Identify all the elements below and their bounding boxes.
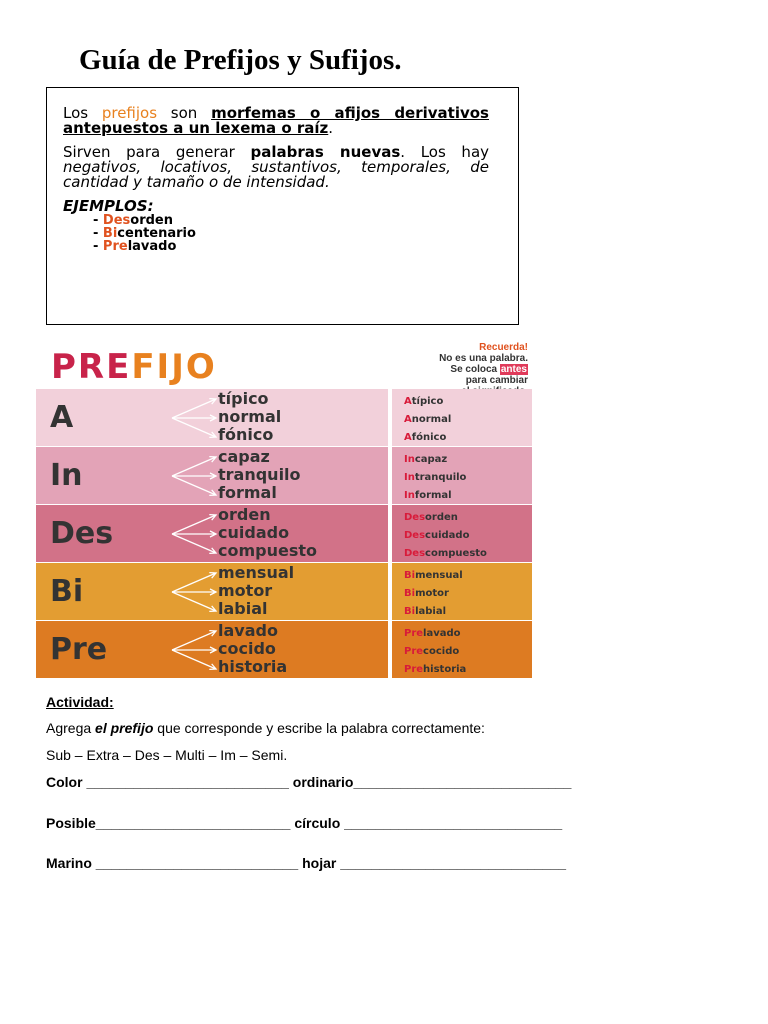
infographic-heading bbox=[51, 347, 217, 387]
base-word: normal bbox=[218, 407, 282, 426]
result-rest: capaz bbox=[414, 454, 448, 465]
result-words bbox=[404, 509, 487, 563]
result-prefix: Pre bbox=[404, 628, 424, 639]
result-word bbox=[404, 545, 487, 563]
def-underlined-text: morfemas o afijos derivativos antepuestos a un lexema o raíz bbox=[63, 104, 489, 137]
def-text: son bbox=[157, 104, 212, 122]
arrow-icon bbox=[164, 393, 222, 443]
arrow-icon bbox=[164, 509, 222, 559]
result-word bbox=[404, 661, 466, 679]
definition-text bbox=[63, 106, 489, 253]
examples-title: EJEMPLOS: bbox=[63, 197, 154, 215]
activity-title: Actividad: bbox=[46, 694, 114, 710]
result-word bbox=[404, 393, 451, 411]
definition-paragraph-2 bbox=[63, 145, 489, 190]
definition-paragraph-1 bbox=[63, 106, 489, 136]
prefix-row bbox=[36, 389, 532, 446]
result-words bbox=[404, 625, 466, 679]
exercise-word: ordinario bbox=[292, 774, 354, 790]
result-prefix: In bbox=[404, 454, 415, 465]
result-word bbox=[404, 509, 487, 527]
base-word: historia bbox=[218, 657, 288, 676]
result-prefix: Des bbox=[404, 512, 426, 523]
def-text: . Los hay bbox=[400, 143, 490, 161]
reminder-text: Se coloca bbox=[450, 364, 500, 375]
example-prefix: Pre bbox=[102, 239, 128, 254]
base-word: fónico bbox=[218, 425, 274, 444]
prefix-row-left bbox=[36, 389, 388, 446]
activity-instructions bbox=[46, 718, 485, 738]
prefix-label: In bbox=[50, 458, 83, 493]
exercise-word: círculo bbox=[294, 815, 341, 831]
result-rest: tranquilo bbox=[414, 472, 467, 483]
result-prefix: Bi bbox=[404, 588, 416, 599]
activity-section bbox=[46, 692, 114, 712]
exercise-word: Posible bbox=[46, 815, 96, 831]
result-rest: cocido bbox=[423, 646, 460, 657]
result-prefix: Bi bbox=[404, 606, 416, 617]
def-keyword-prefijos: prefijos bbox=[101, 104, 158, 122]
prefix-row-left bbox=[36, 563, 388, 620]
result-prefix: Pre bbox=[404, 646, 424, 657]
base-word: cuidado bbox=[218, 523, 290, 542]
prefix-row-left bbox=[36, 621, 388, 678]
prefix-row bbox=[36, 563, 532, 620]
prefix-row-right bbox=[392, 505, 532, 562]
arrow-line bbox=[172, 418, 216, 437]
base-words bbox=[218, 506, 317, 560]
exercise-line-3 bbox=[46, 853, 566, 873]
heading-fijo: FIJO bbox=[131, 347, 217, 387]
prefix-label: A bbox=[50, 400, 74, 435]
example-rest: centenario bbox=[117, 226, 196, 241]
prefix-row-right bbox=[392, 563, 532, 620]
result-rest: lavado bbox=[423, 628, 461, 639]
result-word bbox=[404, 411, 451, 429]
result-prefix: A bbox=[404, 432, 412, 443]
base-word: típico bbox=[218, 389, 269, 408]
prefix-label: Des bbox=[50, 516, 114, 551]
result-word bbox=[404, 451, 466, 469]
base-word: compuesto bbox=[218, 541, 318, 560]
base-word: motor bbox=[218, 581, 273, 600]
prefix-row bbox=[36, 505, 532, 562]
base-word: lavado bbox=[218, 621, 278, 640]
result-words bbox=[404, 567, 463, 621]
prefix-row-left bbox=[36, 447, 388, 504]
arrow-line bbox=[172, 650, 216, 669]
example-rest: orden bbox=[130, 213, 174, 228]
prefix-label: Bi bbox=[50, 574, 84, 609]
reminder-title: Recuerda! bbox=[479, 342, 528, 353]
exercise-line-1 bbox=[46, 772, 571, 792]
result-prefix: In bbox=[404, 472, 415, 483]
base-word: formal bbox=[218, 483, 277, 502]
exercise-word: hojar bbox=[302, 855, 337, 871]
result-rest: normal bbox=[411, 414, 452, 425]
result-prefix: Des bbox=[404, 530, 426, 541]
prefix-row-right bbox=[392, 621, 532, 678]
def-italic-text: negativos, locativos, sustantivos, temporales, de cantidad y tamaño o de intensidad. bbox=[63, 158, 489, 191]
reminder-highlight: antes bbox=[500, 364, 527, 375]
base-word: capaz bbox=[218, 447, 270, 466]
arrow-line bbox=[172, 457, 216, 476]
page-title: Guía de Prefijos y Sufijos. bbox=[79, 44, 402, 76]
example-rest: lavado bbox=[127, 239, 177, 254]
result-word bbox=[404, 429, 451, 447]
examples-list bbox=[63, 214, 489, 253]
arrow-line bbox=[172, 631, 216, 650]
result-prefix: Pre bbox=[404, 664, 424, 675]
result-rest: labial bbox=[415, 606, 446, 617]
exercise-blank[interactable]: _____________________________ bbox=[336, 855, 567, 871]
example-item bbox=[93, 240, 489, 253]
exercise-blank[interactable]: _________________________ bbox=[95, 815, 295, 831]
prefix-row-left bbox=[36, 505, 388, 562]
result-rest: compuesto bbox=[425, 548, 487, 559]
base-words bbox=[218, 390, 281, 444]
result-rest: orden bbox=[425, 512, 458, 523]
arrow-line bbox=[172, 399, 216, 418]
arrow-line bbox=[172, 476, 216, 495]
result-prefix: Bi bbox=[404, 570, 416, 581]
arrow-line bbox=[172, 534, 216, 553]
prefix-row bbox=[36, 621, 532, 678]
example-prefix: Des bbox=[102, 213, 131, 228]
base-words bbox=[218, 622, 287, 676]
exercise-blank[interactable]: ____________________________ bbox=[353, 774, 572, 790]
base-word: cocido bbox=[218, 639, 276, 658]
result-word bbox=[404, 567, 463, 585]
base-word: labial bbox=[218, 599, 268, 618]
exercise-blank[interactable]: __________________________ bbox=[91, 855, 303, 871]
base-word: orden bbox=[218, 505, 271, 524]
prefix-row-right bbox=[392, 447, 532, 504]
def-bold-text: palabras nuevas bbox=[250, 143, 401, 161]
result-rest: mensual bbox=[415, 570, 463, 581]
result-word bbox=[404, 643, 466, 661]
result-word bbox=[404, 585, 463, 603]
exercise-line-2 bbox=[46, 813, 562, 833]
base-words bbox=[218, 448, 301, 502]
instr-emphasis: el prefijo bbox=[95, 720, 154, 736]
result-rest: formal bbox=[414, 490, 452, 501]
def-text: Sirven para generar bbox=[63, 143, 251, 161]
exercise-word: Marino bbox=[46, 855, 92, 871]
prefix-options: Sub – Extra – Des – Multi – Im – Semi. bbox=[46, 747, 288, 763]
result-words bbox=[404, 451, 466, 505]
instr-text: que corresponde y escribe la palabra correctamente: bbox=[153, 720, 485, 736]
arrow-icon bbox=[164, 451, 222, 501]
result-rest: típico bbox=[411, 396, 444, 407]
result-prefix: In bbox=[404, 490, 415, 501]
def-text: . bbox=[328, 119, 334, 137]
arrow-line bbox=[172, 592, 216, 611]
result-rest: cuidado bbox=[425, 530, 470, 541]
definition-box bbox=[46, 87, 519, 325]
result-prefix: Des bbox=[404, 548, 426, 559]
instr-text: Agrega bbox=[46, 720, 96, 736]
result-rest: motor bbox=[415, 588, 449, 599]
exercise-blank[interactable]: __________________________ bbox=[82, 774, 293, 790]
result-words bbox=[404, 393, 451, 447]
reminder-line: para cambiar bbox=[465, 375, 528, 386]
arrow-line bbox=[172, 515, 216, 534]
prefix-row-right bbox=[392, 389, 532, 446]
arrow-icon bbox=[164, 625, 222, 675]
base-words bbox=[218, 564, 294, 618]
reminder-line: No es una palabra. bbox=[439, 353, 528, 364]
base-word: mensual bbox=[218, 563, 295, 582]
heading-pre: PRE bbox=[51, 347, 132, 387]
exercise-blank[interactable]: ____________________________ bbox=[340, 815, 563, 831]
result-word bbox=[404, 527, 487, 545]
prefijo-infographic bbox=[36, 340, 532, 676]
result-word bbox=[404, 625, 466, 643]
result-word bbox=[404, 603, 463, 621]
arrow-line bbox=[172, 573, 216, 592]
reminder-line bbox=[388, 364, 528, 375]
prefix-label: Pre bbox=[50, 632, 108, 667]
example-prefix: Bi bbox=[102, 226, 118, 241]
def-text: Los bbox=[63, 104, 102, 122]
result-prefix: A bbox=[404, 414, 412, 425]
result-word bbox=[404, 487, 466, 505]
result-word bbox=[404, 469, 466, 487]
arrow-icon bbox=[164, 567, 222, 617]
base-word: tranquilo bbox=[218, 465, 301, 484]
exercise-word: Color bbox=[46, 774, 83, 790]
result-rest: fónico bbox=[411, 432, 447, 443]
result-prefix: A bbox=[404, 396, 412, 407]
result-rest: historia bbox=[423, 664, 467, 675]
prefix-row bbox=[36, 447, 532, 504]
